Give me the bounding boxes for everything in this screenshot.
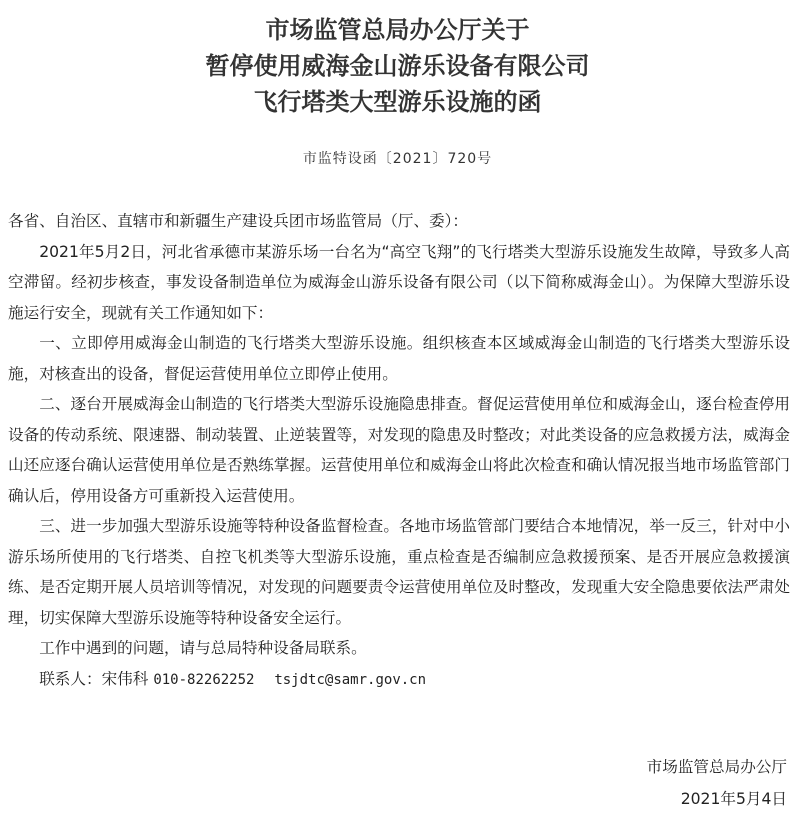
contact-email[interactable]: tsjdtc@samr.gov.cn xyxy=(274,671,427,688)
addressee: 各省、自治区、直辖市和新疆生产建设兵团市场监管局（厅、委）： xyxy=(8,212,469,230)
document-number: 市监特设函〔2021〕720号 xyxy=(302,151,493,167)
contact-phone: 010-82262252 xyxy=(153,671,255,688)
paragraph-item-3: 三、进一步加强大型游乐设施等特种设备监督检查。各地市场监管部门要结合本地情况，举一反三，针对中小游乐场所使用的飞行塔类、自控飞机类等大型游乐设施，重点检查是否编制应急救援预案、是否开展应急救援演练、是否定期开展人员培训等情况，对发现的问题要责令运营使用单位及时整改，发现重大安全隐患要依法严肃处理，切实保障大型游乐设施等特种设备安全运行。 xyxy=(8,517,790,627)
title-line-3: 飞行塔类大型游乐设施的函 xyxy=(253,88,542,116)
paragraph-closing: 工作中遇到的问题，请与总局特种设备局联系。 xyxy=(39,639,367,657)
signature-issuer: 市场监管总局办公厅 xyxy=(646,758,787,776)
contact-person: 联系人：宋伟科 xyxy=(39,669,149,688)
title-line-2: 暂停使用威海金山游乐设备有限公司 xyxy=(205,52,590,80)
paragraph-intro: 2021年5月2日，河北省承德市某游乐场一台名为“高空飞翔”的飞行塔类大型游乐设施发生故障，导致多人高空滞留。经初步核查，事发设备制造单位为威海金山游乐设备有限公司（以下简称威海金山）。为保障大型游乐设施运行安全，现就有关工作通知如下： xyxy=(8,242,790,322)
contact-line xyxy=(8,664,790,696)
document-title xyxy=(0,12,795,120)
signature-date: 2021年5月4日 xyxy=(680,790,787,808)
paragraph-item-1: 一、立即停用威海金山制造的飞行塔类大型游乐设施。组织核查本区域威海金山制造的飞行塔类大型游乐设施，对核查出的设备，督促运营使用单位立即停止使用。 xyxy=(8,334,790,383)
document-body xyxy=(8,206,790,695)
title-line-1: 市场监管总局办公厅关于 xyxy=(265,16,530,44)
paragraph-item-2: 二、逐台开展威海金山制造的飞行塔类大型游乐设施隐患排查。督促运营使用单位和威海金山，逐台检查停用设备的传动系统、限速器、制动装置、止逆装置等，对发现的隐患及时整改；对此类设备的应急救援方法，威海金山还应逐台确认运营使用单位是否熟练掌握。运营使用单位和威海金山将此次检查和确认情况报当地市场监管部门确认后，停用设备方可重新投入运营使用。 xyxy=(8,395,790,505)
